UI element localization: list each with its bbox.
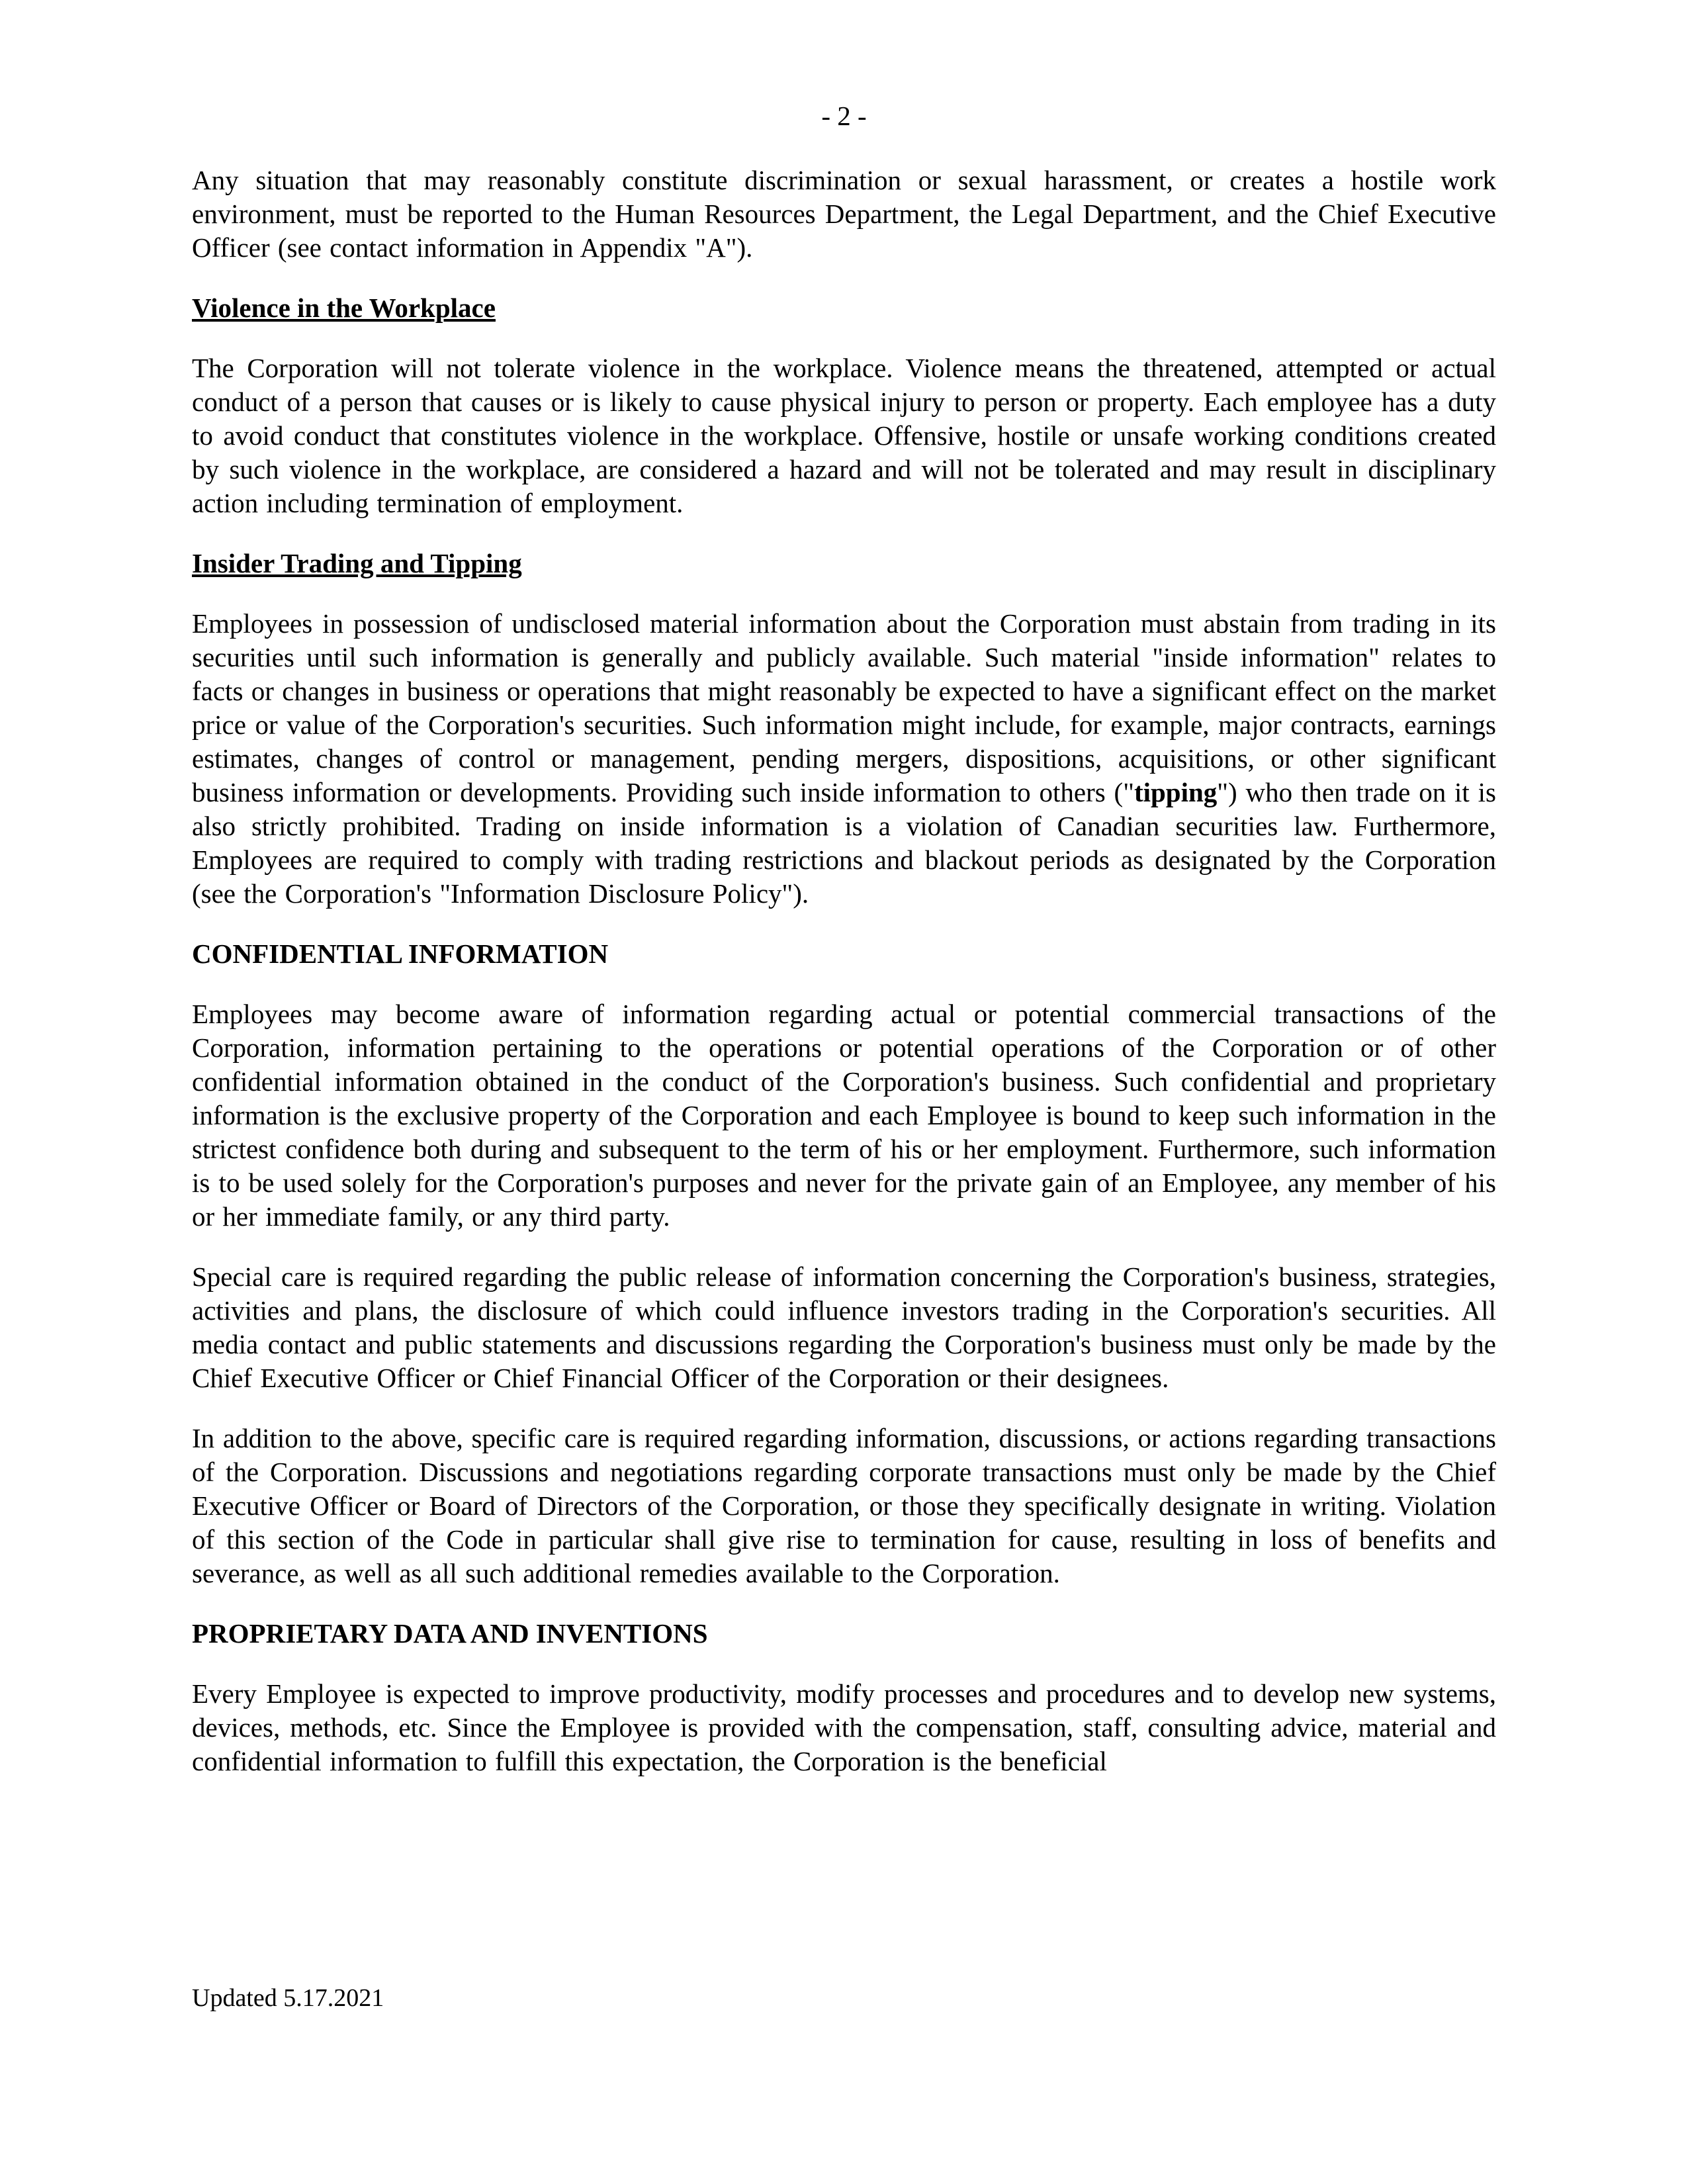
paragraph: Employees may become aware of information regarding actual or potential commercial transactions of the Corporation, information pertaining to the operations or potential operations of the Corporation or of other confidential information obtained in the conduct of the Corporation's business. Such confidential and proprietary information is the exclusive property of the Corporation and each Employee is bound to keep such information in the strictest confidence both during and subsequent to the term of his or her employment. Furthermore, such information is to be used solely for the Corporation's purposes and never for the private gain of an Employee, any member of his or her immediate family, or any third party. xyxy=(192,999,1496,1232)
section-heading: PROPRIETARY DATA AND INVENTIONS xyxy=(192,1618,708,1649)
paragraph: The Corporation will not tolerate violence in the workplace. Violence means the threatened, attempted or actual conduct of a person that causes or is likely to cause physical injury to person or property. Each employee has a duty to avoid conduct that constitutes violence in the workplace. Offensive, hostile or unsafe working conditions created by such violence in the workplace, are considered a hazard and will not be tolerated and may result in disciplinary action including termination of employment. xyxy=(192,353,1496,518)
footer-updated-date: Updated 5.17.2021 xyxy=(192,1984,384,2012)
section-heading: Violence in the Workplace xyxy=(192,293,496,323)
section-heading: Insider Trading and Tipping xyxy=(192,548,522,578)
paragraph xyxy=(192,607,1496,911)
text-segment: Employees in possession of undisclosed material information about the Corporation must abstain from trading in its securities until such information is generally and publicly available. Such material "inside information" relates to facts or changes in business or operations that might reasonably be expected to have a significant effect on the market price or value of the Corporation's securities. Such information might include, for example, major contracts, earnings estimates, changes of control or management, pending mergers, dispositions, acquisitions, or other significant business information or developments. Providing such inside information to others (" xyxy=(192,608,1496,807)
paragraph: Every Employee is expected to improve productivity, modify processes and procedures and to develop new systems, devices, methods, etc. Since the Employee is provided with the compensation, staff, consulting advice, material and confidential information to fulfill this expectation, the Corporation is the beneficial xyxy=(192,1678,1496,1776)
section-heading: CONFIDENTIAL INFORMATION xyxy=(192,938,609,969)
page-number: - 2 - xyxy=(821,101,867,131)
document-content xyxy=(192,163,1496,1778)
paragraph: Any situation that may reasonably constitute discrimination or sexual harassment, or creates a hostile work environment, must be reported to the Human Resources Department, the Legal Department, and the Chief Executive Officer (see contact information in Appendix "A"). xyxy=(192,165,1496,263)
paragraph: In addition to the above, specific care is required regarding information, discussions, or actions regarding transactions of the Corporation. Discussions and negotiations regarding corporate transactions must only be made by the Chief Executive Officer or Board of Directors of the Corporation, or those they specifically designate in writing. Violation of this section of the Code in particular shall give rise to termination for cause, resulting in loss of benefits and severance, as well as all such additional remedies available to the Corporation. xyxy=(192,1423,1496,1588)
bold-text: tipping xyxy=(1133,777,1218,807)
paragraph: Special care is required regarding the public release of information concerning the Corporation's business, strategies, activities and plans, the disclosure of which could influence investors trading in the Corporation's securities. All media contact and public statements and discussions regarding the Corporation's business must only be made by the Chief Executive Officer or Chief Financial Officer of the Corporation or their designees. xyxy=(192,1261,1496,1393)
text-segment: ") who then trade on it is also strictly prohibited. Trading on inside information is a violation of Canadian securities law. Furthermore, Employees are required to comply with trading restrictions and blackout periods as designated by the Corporation (see the Corporation's "Information Disclosure Policy"). xyxy=(192,777,1497,909)
